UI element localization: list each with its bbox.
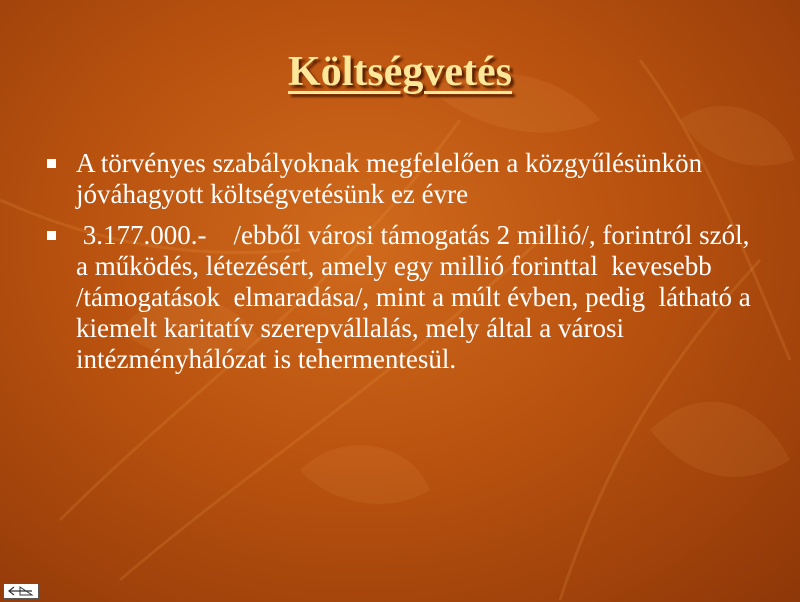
- square-bullet-icon: [47, 231, 56, 240]
- bullet-list: [40, 148, 760, 385]
- bullet-text: 3.177.000.- /ebből városi támogatás 2 millió/, forintról szól, a működés, létezésért, amely egy millió forinttal kevesebb /támogatások elmaradása/, mint a múlt évben, pedig látható a kiemelt karitatív szerepvállalás, mely által a városi intézményhálózat is tehermentesül.: [76, 220, 758, 374]
- square-bullet-icon: [47, 159, 56, 168]
- bullet-item: [40, 148, 760, 210]
- bullet-text: A törvényes szabályoknak megfelelően a közgyűlésünkön jóváhagyott költségvetésünk ez évre: [76, 148, 703, 209]
- bullet-item: [40, 220, 760, 375]
- slide-title: Költségvetés: [288, 49, 512, 95]
- return-nav-button[interactable]: [3, 583, 39, 599]
- return-arrow-icon: [6, 585, 36, 597]
